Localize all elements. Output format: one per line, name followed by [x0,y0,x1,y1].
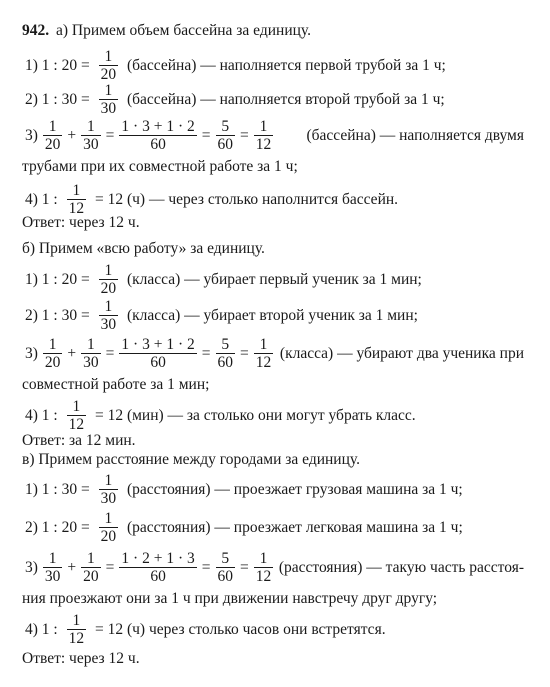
denominator: 30 [44,568,61,585]
denominator: 30 [83,136,99,153]
part-c-step-2 [22,510,466,545]
fraction [81,550,101,585]
step-tail: (бассейна) — наполняется двумя [306,126,524,144]
part-b-intro: б) Примем «всю работу» за единицу. [22,240,265,257]
part-c-step-3-cont: ния проезжают они за 1 ч при движении навстречу друг другу; [22,590,438,607]
fraction [99,48,119,83]
fraction [67,398,87,433]
equals-sign: = [240,344,249,362]
step-lead: 2) 1 : 30 = [25,90,90,108]
step-lead: 3) [25,126,38,144]
part-b-step-2 [22,298,421,333]
step-lead: 2) 1 : 30 = [25,306,90,324]
step-lead: 4) 1 : [25,406,58,424]
equals-sign: = [240,558,249,576]
denominator: 20 [44,136,61,153]
fraction [81,336,101,371]
denominator: 60 [119,135,196,153]
part-b-step-3-cont: совместной работе за 1 мин; [22,376,210,393]
step-lead: 1) 1 : 20 = [25,270,90,288]
numerator: 5 [221,550,230,567]
step-tail: = 12 (ч) — через столько наполнится бассейн. [94,190,399,208]
part-c-step-3 [22,550,527,585]
numerator: 1 [87,550,95,567]
numerator: 1 [48,336,57,353]
numerator: 1 [104,472,113,489]
numerator: 1 [72,612,81,629]
denominator: 60 [217,354,233,371]
equals-sign: = [240,126,249,144]
step-tail: (бассейна) — наполняется второй трубой за 1 ч; [126,90,445,108]
part-b-step-4 [22,398,419,433]
denominator: 30 [100,490,117,507]
part-c-answer: Ответ: через 12 ч. [22,650,140,667]
part-a-step-4 [22,182,401,217]
numerator: 1 [48,118,57,135]
fraction [99,472,119,507]
part-a-step-3-cont: трубами при их совместной работе за 1 ч; [22,158,298,175]
numerator: 1 [104,48,113,65]
numerator: 1 [87,118,95,135]
equals-sign: = [201,344,211,362]
step-tail: (класса) — убирает второй ученик за 1 мин; [126,306,418,324]
numerator: 1 [87,336,95,353]
step-lead: 4) 1 : [25,190,58,208]
step-tail: (расстояния) — проезжает грузовая машина за 1 ч; [126,480,463,498]
fraction [119,336,196,371]
fraction [216,550,236,585]
numerator: 1 [259,336,268,353]
step-tail: (расстояния) — такую часть расстоя- [278,558,524,576]
plus-sign: + [67,126,77,144]
fraction [254,118,274,153]
denominator: 20 [100,528,117,545]
denominator: 20 [100,66,117,83]
part-a-intro [22,22,314,40]
fraction [43,550,63,585]
fraction [99,510,119,545]
step-tail: (класса) — убирают два ученика при [279,344,524,362]
part-a-answer: Ответ: через 12 ч. [22,214,140,231]
step-tail: = 12 (мин) — за столько они могут убрать класс. [94,406,416,424]
numerator: 5 [221,336,230,353]
part-a-step-1 [22,48,449,83]
denominator: 12 [68,200,85,217]
denominator: 12 [255,354,272,371]
plus-sign: + [67,344,77,362]
denominator: 20 [44,354,61,371]
fraction [81,118,101,153]
denominator: 60 [119,567,196,585]
numerator: 5 [221,118,230,135]
fraction [67,612,87,647]
part-c-step-1 [22,472,466,507]
step-tail: (бассейна) — наполняется первой трубой за 1 ч; [126,56,446,74]
part-a-intro-text: а) Примем объем бассейна за единицу. [56,22,311,39]
plus-sign: + [67,558,77,576]
fraction [119,550,196,585]
denominator: 12 [68,630,85,647]
part-c-intro: в) Примем расстояние между городами за единицу. [22,451,360,468]
denominator: 12 [255,568,272,585]
fraction [119,118,196,153]
equals-sign: = [201,126,211,144]
part-b-step-1 [22,262,425,297]
equals-sign: = [105,344,115,362]
denominator: 30 [83,354,99,371]
denominator: 60 [119,353,196,371]
step-lead: 1) 1 : 30 = [25,480,90,498]
part-c-step-4 [22,612,389,647]
numerator: 1 [104,262,113,279]
denominator: 12 [255,136,272,153]
fraction [254,336,274,371]
step-lead: 3) [25,344,38,362]
fraction [43,336,63,371]
denominator: 30 [100,316,117,333]
step-tail: (класса) — убирает первый ученик за 1 мин; [126,270,422,288]
numerator: 1 [104,82,113,99]
numerator: 1 [104,298,113,315]
numerator: 1 [72,398,81,415]
equals-sign: = [105,126,115,144]
part-a-step-2 [22,82,448,117]
problem-number: 942. [22,22,50,39]
numerator: 1 · 2 + 1 · 3 [121,550,195,567]
numerator: 1 [48,550,57,567]
fraction [216,336,236,371]
equals-sign: = [105,558,115,576]
denominator: 12 [68,416,85,433]
numerator: 1 [259,118,268,135]
fraction [99,262,119,297]
part-b-answer: Ответ: за 12 мин. [22,432,136,449]
fraction [99,298,119,333]
denominator: 60 [217,136,233,153]
fraction [67,182,87,217]
equals-sign: = [201,558,211,576]
step-tail: (расстояния) — проезжает легковая машина за 1 ч; [126,518,463,536]
numerator: 1 · 3 + 1 · 2 [121,118,195,135]
denominator: 30 [100,100,117,117]
step-tail: = 12 (ч) через столько часов они встретятся. [94,620,386,638]
fraction [216,118,236,153]
numerator: 1 · 3 + 1 · 2 [121,336,195,353]
fraction [99,82,119,117]
step-lead: 4) 1 : [25,620,58,638]
part-b-step-3 [22,336,527,371]
numerator: 1 [104,510,113,527]
denominator: 20 [83,568,99,585]
denominator: 60 [217,568,233,585]
denominator: 20 [100,280,117,297]
step-lead: 1) 1 : 20 = [25,56,90,74]
fraction [254,550,274,585]
fraction [43,118,63,153]
numerator: 1 [259,550,268,567]
part-a-step-3 [22,118,527,153]
step-lead: 2) 1 : 20 = [25,518,90,536]
step-lead: 3) [25,558,38,576]
numerator: 1 [72,182,81,199]
